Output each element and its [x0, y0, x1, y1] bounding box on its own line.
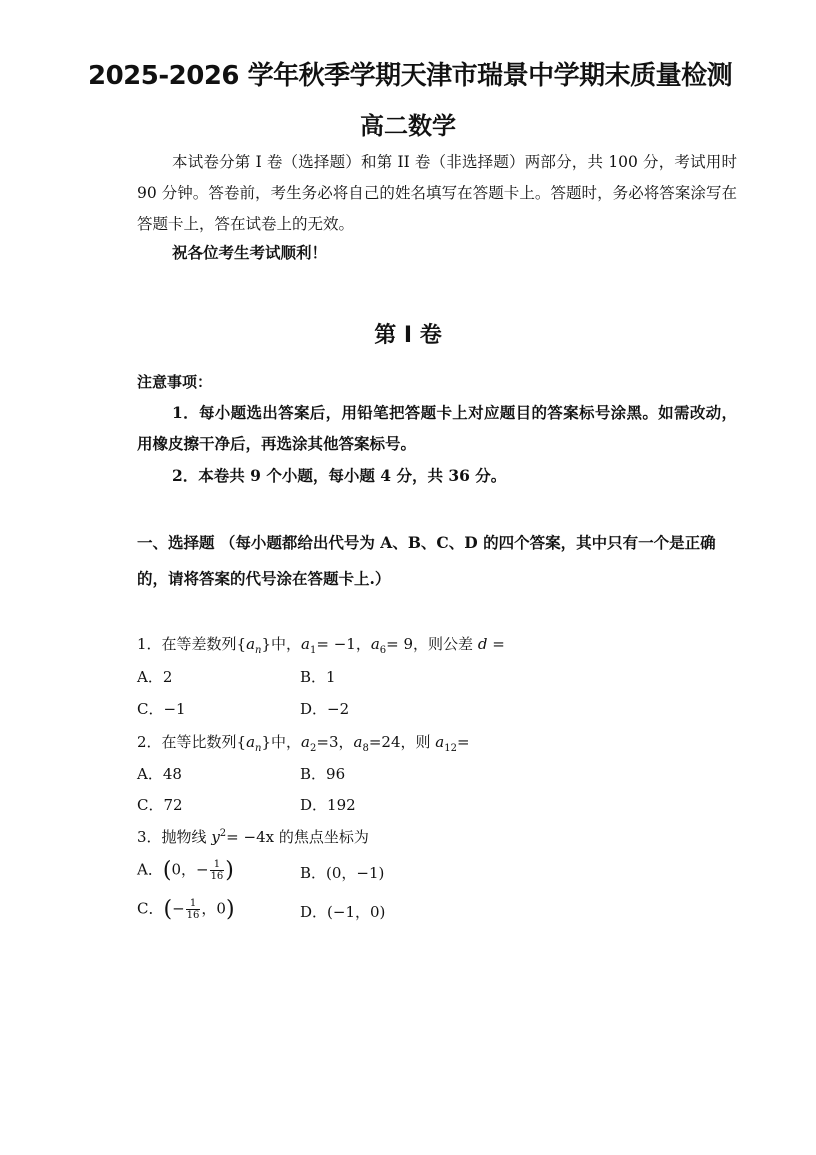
fraction: $\frac{1}{16}$: [210, 859, 224, 882]
question-3-option-c: C．(− $\frac{1}{16}$ ，0): [137, 897, 235, 922]
question-1-option-a: A．2: [137, 668, 173, 686]
volume-title: 第 I 卷: [374, 323, 442, 348]
question-2-option-c: C．72: [137, 796, 183, 814]
fraction: $\frac{1}{16}$: [186, 898, 200, 921]
question-3-option-a: A．(0，− $\frac{1}{16}$ ): [137, 858, 234, 883]
question-1-option-d: D．−2: [300, 700, 350, 718]
exam-title: 2025-2026 学年秋季学期天津市瑞景中学期末质量检测: [88, 61, 733, 91]
question-3-option-d: D．(−1，0): [300, 903, 386, 921]
question-1-option-b: B．1: [300, 668, 336, 686]
question-2-option-a: A．48: [137, 765, 182, 783]
subject-title: 高二数学: [360, 112, 456, 140]
intro-paragraph: 本试卷分第 I 卷（选择题）和第 II 卷（非选择题）两部分，共 100 分，考试用时 90 分钟。答卷前，考生务必将自己的姓名填写在答题卡上。答题时，务必将答案涂写在答题卡上，答在试卷上的无效。: [137, 153, 737, 233]
section-heading: 一、选择题 （每小题都给出代号为 A、B、C、D 的四个答案，其中只有一个是正确的，请将答案的代号涂在答题卡上.）: [137, 533, 716, 588]
question-3-option-b: B．(0，−1): [300, 864, 385, 882]
question-2-option-d: D．192: [300, 796, 356, 814]
question-1-stem: 1．在等差数列$\{a_n\}$中，$a_1= -1$，$a_6= 9$，则公差 d =: [137, 635, 505, 656]
question-2-stem: 2．在等比数列$\{a_n\}$中，$a_2=3$，$a_8=24$，则 $a_{12}=$: [137, 733, 470, 754]
notice-item-2: 2．本卷共 9 个小题，每小题 4 分，共 36 分。: [172, 466, 507, 485]
question-3-stem: 3．抛物线 $y^2= -4x$ 的焦点坐标为: [137, 828, 369, 846]
good-luck-text: 祝各位考生考试顺利！: [172, 243, 328, 262]
notice-item-1: 1．每小题选出答案后，用铅笔把答题卡上对应题目的答案标号涂黑。如需改动，用橡皮擦干净后，再选涂其他答案标号。: [137, 403, 737, 453]
question-2-option-b: B．96: [300, 765, 346, 783]
notice-label: 注意事项：: [137, 373, 213, 391]
question-1-option-c: C．−1: [137, 700, 186, 718]
